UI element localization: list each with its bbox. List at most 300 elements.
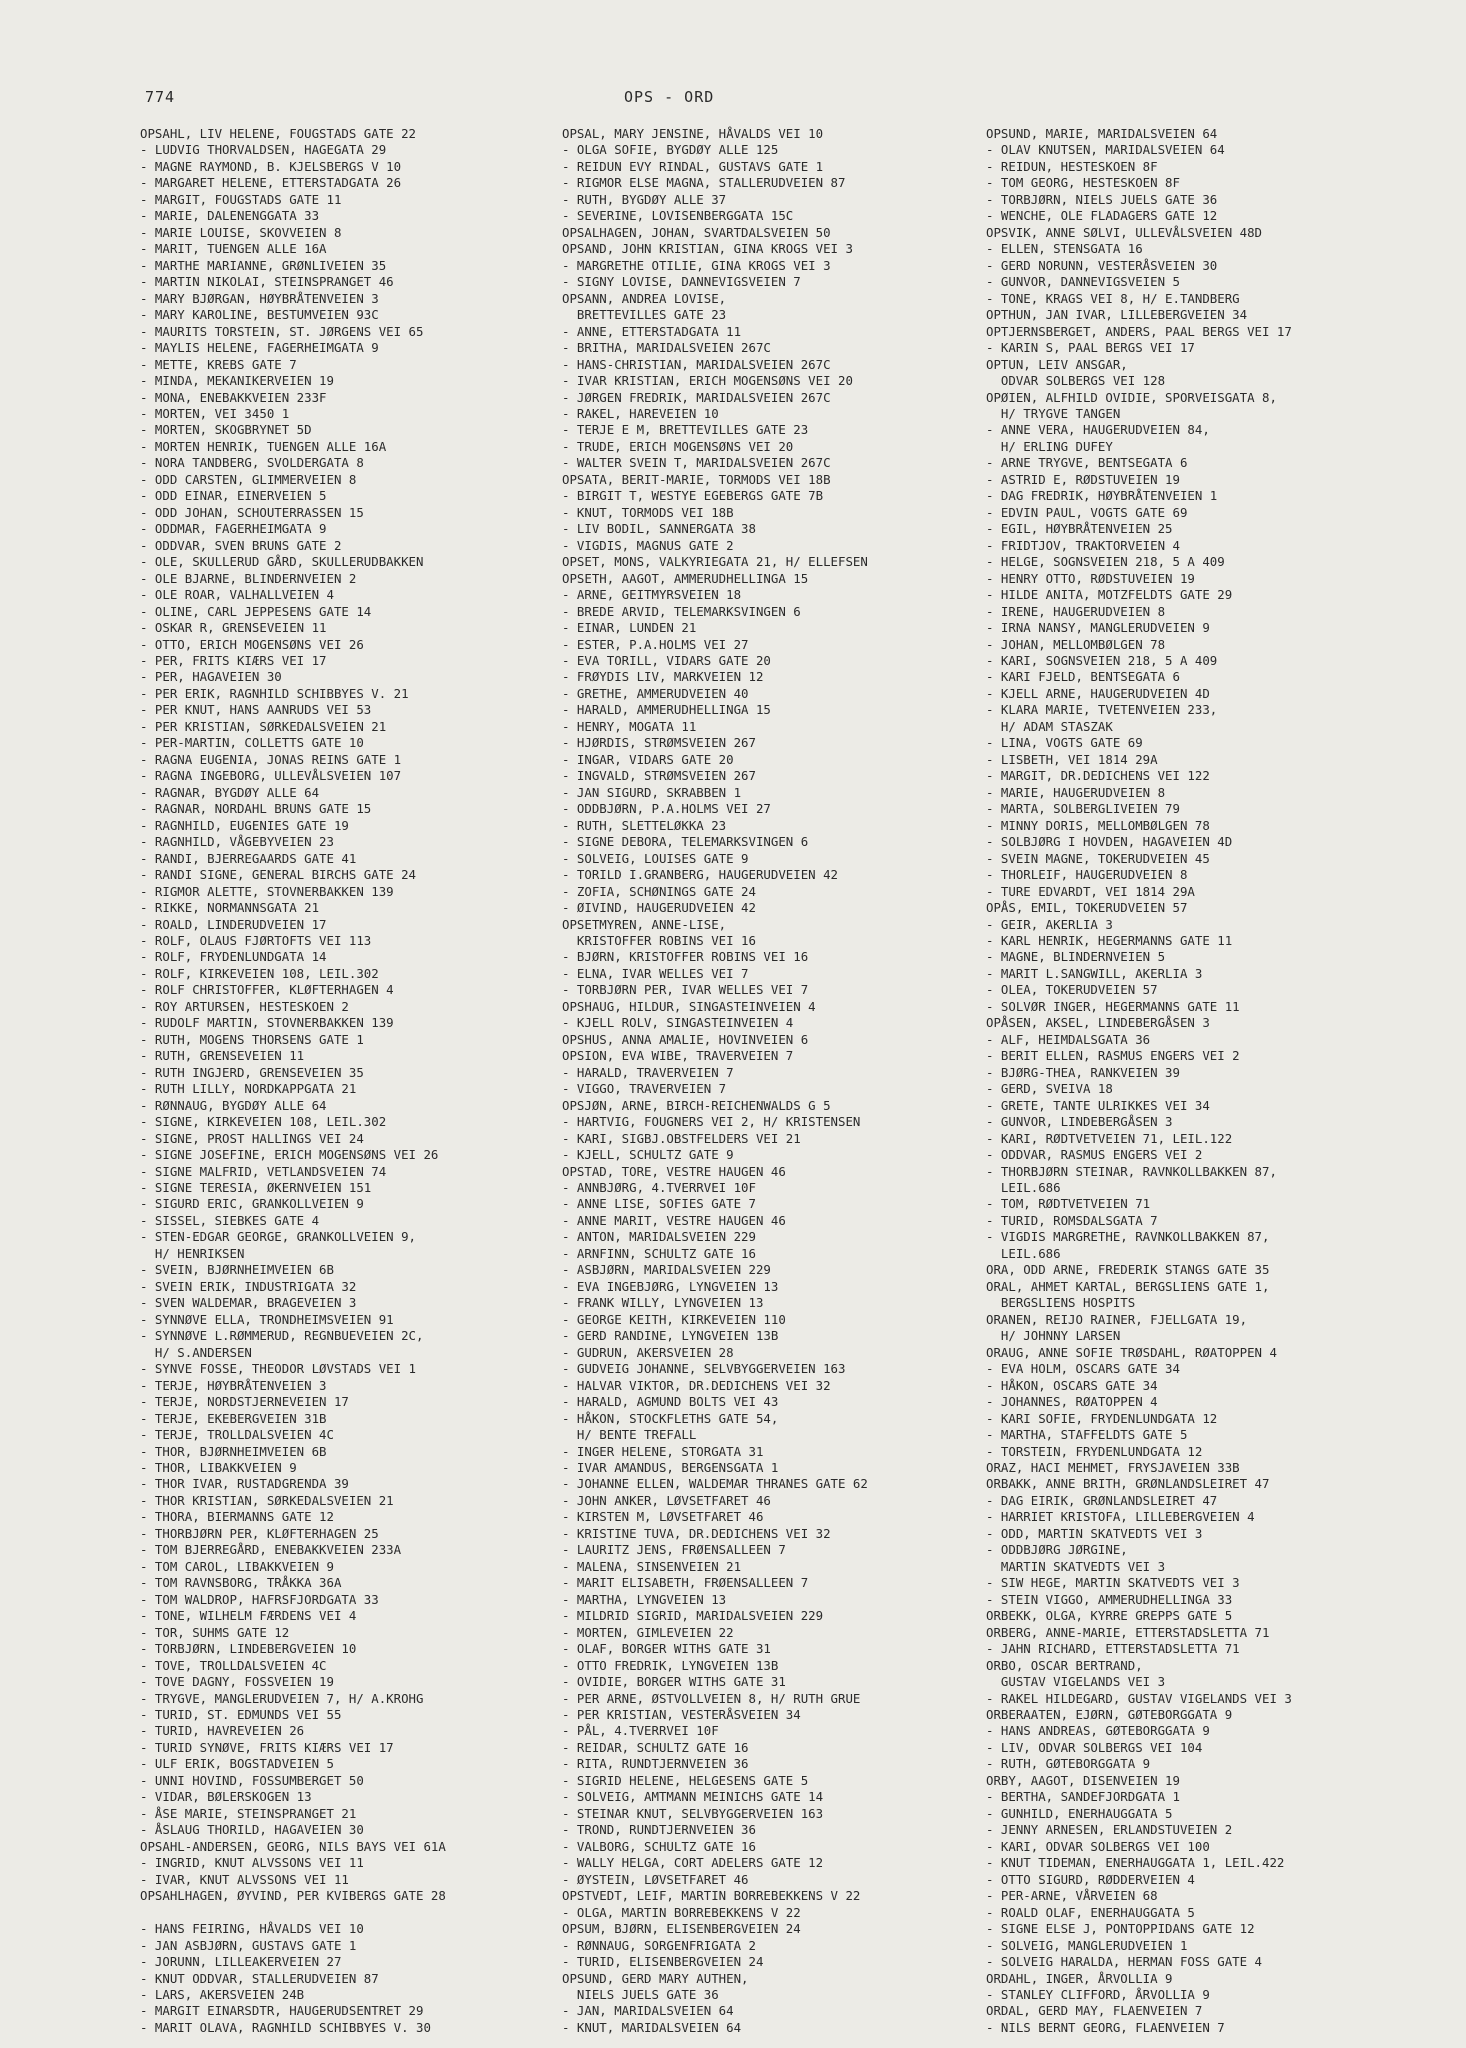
directory-entry: - TERJE, EKEBERGVEIEN 31B bbox=[140, 1410, 327, 1426]
directory-entry: ORDAL, GERD MAY, FLAENVEIEN 7 bbox=[986, 2003, 1203, 2019]
directory-entry: - OLE BJARNE, BLINDERNVEIEN 2 bbox=[140, 570, 357, 586]
directory-entry: - VIGDIS, MAGNUS GATE 2 bbox=[562, 537, 734, 553]
directory-entry: - ESTER, P.A.HOLMS VEI 27 bbox=[562, 636, 749, 652]
directory-entry: - ARNE, GEITMYRSVEIEN 18 bbox=[562, 587, 742, 603]
directory-entry: - PÅL, 4.TVERRVEI 10F bbox=[562, 1723, 719, 1739]
directory-entry: - MORTEN, SKOGBRYNET 5D bbox=[140, 422, 312, 438]
column-2 bbox=[562, 126, 982, 2036]
directory-entry: - HARALD, TRAVERVEIEN 7 bbox=[562, 1064, 734, 1080]
directory-entry: - ASTRID E, RØDSTUVEIEN 19 bbox=[986, 471, 1180, 487]
directory-entry: - MORTEN, GIMLEVEIEN 22 bbox=[562, 1624, 734, 1640]
directory-entry: - NILS BERNT GEORG, FLAENVEIEN 7 bbox=[986, 2019, 1225, 2035]
directory-entry: - TOM CAROL, LIBAKKVEIEN 9 bbox=[140, 1558, 334, 1574]
directory-entry: - HENRY, MOGATA 11 bbox=[562, 718, 697, 734]
directory-entry: - LIV BODIL, SANNERGATA 38 bbox=[562, 521, 756, 537]
directory-entry: - SIGNE JOSEFINE, ERICH MOGENSØNS VEI 26 bbox=[140, 1147, 439, 1163]
directory-entry: - BERTHA, SANDEFJORDGATA 1 bbox=[986, 1789, 1180, 1805]
directory-entry: ORBERAATEN, EJØRN, GØTEBORGGATA 9 bbox=[986, 1707, 1233, 1722]
directory-entry: - RIKKE, NORMANNSGATA 21 bbox=[140, 900, 320, 916]
directory-entry: - RAGNA EUGENIA, JONAS REINS GATE 1 bbox=[140, 751, 402, 767]
directory-entry: H/ ADAM STASZAK bbox=[986, 718, 1113, 734]
directory-entry: - LISBETH, VEI 1814 29A bbox=[986, 751, 1158, 767]
directory-entry: - OSKAR R, GRENSEVEIEN 11 bbox=[140, 620, 327, 636]
directory-entry: - HANS-CHRISTIAN, MARIDALSVEIEN 267C bbox=[562, 356, 831, 372]
directory-entry: - DAG EIRIK, GRØNLANDSLEIRET 47 bbox=[986, 1492, 1218, 1508]
directory-entry: - IRENE, HAUGERUDVEIEN 8 bbox=[986, 603, 1166, 619]
directory-entry: - THOR KRISTIAN, SØRKEDALSVEIEN 21 bbox=[140, 1492, 394, 1508]
directory-entry: - MAGNE, BLINDERNVEIEN 5 bbox=[986, 949, 1166, 965]
directory-entry: OPSET, MONS, VALKYRIEGATA 21, H/ ELLEFSEN bbox=[562, 554, 868, 570]
directory-entry: - IVAR KRISTIAN, ERICH MOGENSØNS VEI 20 bbox=[562, 373, 853, 389]
directory-entry: - ODD JOHAN, SCHOUTERRASSEN 15 bbox=[140, 504, 364, 520]
directory-entry: - MAURITS TORSTEIN, ST. JØRGENS VEI 65 bbox=[140, 323, 424, 339]
directory-entry: H/ ERLING DUFEY bbox=[986, 438, 1113, 454]
directory-entry: - ODDVAR, SVEN BRUNS GATE 2 bbox=[140, 537, 342, 553]
directory-entry: OPSHAUG, HILDUR, SINGASTEINVEIEN 4 bbox=[562, 998, 816, 1014]
directory-entry: - RIGMOR ALETTE, STOVNERBAKKEN 139 bbox=[140, 883, 394, 899]
directory-entry: - ANTON, MARIDALSVEIEN 229 bbox=[562, 1229, 756, 1245]
directory-entry: OPÅS, EMIL, TOKERUDVEIEN 57 bbox=[986, 900, 1188, 916]
directory-entry: - SIGURD ERIC, GRANKOLLVEIEN 9 bbox=[140, 1196, 364, 1212]
directory-entry: - ODDVAR, RASMUS ENGERS VEI 2 bbox=[986, 1147, 1203, 1163]
directory-entry: - GERD NORUNN, VESTERÅSVEIEN 30 bbox=[986, 257, 1218, 273]
directory-entry: - MARIT, TUENGEN ALLE 16A bbox=[140, 241, 327, 257]
directory-entry: - RAKEL, HAREVEIEN 10 bbox=[562, 405, 719, 421]
directory-entry: - PER-MARTIN, COLLETTS GATE 10 bbox=[140, 735, 364, 751]
directory-entry: - TOM BJERREGÅRD, ENEBAKKVEIEN 233A bbox=[140, 1542, 402, 1558]
directory-entry: - HENRY OTTO, RØDSTUVEIEN 19 bbox=[986, 570, 1195, 586]
directory-entry: - HARALD, AGMUND BOLTS VEI 43 bbox=[562, 1394, 779, 1410]
directory-entry: - MAYLIS HELENE, FAGERHEIMGATA 9 bbox=[140, 340, 379, 356]
directory-entry: - LINA, VOGTS GATE 69 bbox=[986, 735, 1143, 751]
directory-entry: - RUTH, GØTEBORGGATA 9 bbox=[986, 1756, 1151, 1772]
directory-entry: - SVEN WALDEMAR, BRAGEVEIEN 3 bbox=[140, 1295, 357, 1311]
directory-entry: OPTUN, LEIV ANSGAR, bbox=[986, 356, 1128, 372]
directory-entry: - GRETE, TANTE ULRIKKES VEI 34 bbox=[986, 1097, 1210, 1113]
directory-entry: - VIGDIS MARGRETHE, RAVNKOLLBAKKEN 87, bbox=[986, 1229, 1270, 1245]
directory-entry: - TOVE DAGNY, FOSSVEIEN 19 bbox=[140, 1674, 334, 1690]
directory-entry: - HILDE ANITA, MOTZFELDTS GATE 29 bbox=[986, 587, 1233, 603]
directory-entry: - MARIT ELISABETH, FRØENSALLEEN 7 bbox=[562, 1575, 809, 1591]
directory-entry: - KARI, ODVAR SOLBERGS VEI 100 bbox=[986, 1838, 1210, 1854]
directory-entry: - SOLVEIG HARALDA, HERMAN FOSS GATE 4 bbox=[986, 1954, 1263, 1970]
directory-entry: - ROALD OLAF, ENERHAUGGATA 5 bbox=[986, 1904, 1195, 1920]
directory-entry: - EINAR, LUNDEN 21 bbox=[562, 620, 697, 636]
directory-entry: - OLGA, MARTIN BORREBEKKENS V 22 bbox=[562, 1904, 801, 1920]
directory-entry: - SIGRID HELENE, HELGESENS GATE 5 bbox=[562, 1772, 809, 1788]
directory-entry: - ODD EINAR, EINERVEIEN 5 bbox=[140, 488, 327, 504]
directory-entry: ORBY, AAGOT, DISENVEIEN 19 bbox=[986, 1772, 1180, 1788]
directory-entry: - HARTVIG, FOUGNERS VEI 2, H/ KRISTENSEN bbox=[562, 1114, 861, 1130]
directory-entry: - VALBORG, SCHULTZ GATE 16 bbox=[562, 1838, 756, 1854]
directory-entry: - JOHN ANKER, LØVSETFARET 46 bbox=[562, 1492, 771, 1508]
directory-entry: - ÅSE MARIE, STEINSPRANGET 21 bbox=[140, 1805, 357, 1821]
directory-entry: - RITA, RUNDTJERNVEIEN 36 bbox=[562, 1756, 749, 1772]
directory-entry: - SIW HEGE, MARTIN SKATVEDTS VEI 3 bbox=[986, 1575, 1240, 1591]
directory-entry: - ROALD, LINDERUDVEIEN 17 bbox=[140, 916, 327, 932]
directory-entry: - SOLVEIG, LOUISES GATE 9 bbox=[562, 850, 749, 866]
directory-entry: OPSION, EVA WIBE, TRAVERVEIEN 7 bbox=[562, 1048, 794, 1064]
directory-entry: - KARI, SOGNSVEIEN 218, 5 A 409 bbox=[986, 653, 1218, 668]
directory-entry: - ASBJØRN, MARIDALSVEIEN 229 bbox=[562, 1262, 771, 1278]
directory-entry: - FRØYDIS LIV, MARKVEIEN 12 bbox=[562, 669, 764, 685]
directory-entry: - BREDE ARVID, TELEMARKSVINGEN 6 bbox=[562, 603, 801, 619]
directory-entry: - MARY BJØRGAN, HØYBRÅTENVEIEN 3 bbox=[140, 290, 379, 306]
directory-entry: - VIGGO, TRAVERVEIEN 7 bbox=[562, 1081, 727, 1097]
page-number: 774 bbox=[145, 88, 176, 106]
directory-entry: - KNUT, MARIDALSVEIEN 64 bbox=[562, 2019, 742, 2035]
directory-entry: - ANNE MARIT, VESTRE HAUGEN 46 bbox=[562, 1212, 786, 1228]
directory-entry: - JENNY ARNESEN, ERLANDSTUVEIEN 2 bbox=[986, 1822, 1233, 1838]
directory-entry: - ODD CARSTEN, GLIMMERVEIEN 8 bbox=[140, 471, 357, 487]
directory-entry: OPSAHL-ANDERSEN, GEORG, NILS BAYS VEI 61A bbox=[140, 1838, 446, 1854]
directory-entry: - TERJE, TROLLDALSVEIEN 4C bbox=[140, 1427, 334, 1443]
directory-entry: - ANNBJØRG, 4.TVERRVEI 10F bbox=[562, 1180, 756, 1195]
directory-entry: OPSAHLHAGEN, ØYVIND, PER KVIBERGS GATE 28 bbox=[140, 1888, 446, 1904]
directory-entry: - HÅKON, STOCKFLETHS GATE 54, bbox=[562, 1410, 779, 1426]
directory-entry: - MARGIT EINARSDTR, HAUGERUDSENTRET 29 bbox=[140, 2003, 424, 2019]
directory-entry: - OVIDIE, BORGER WITHS GATE 31 bbox=[562, 1674, 786, 1690]
directory-entry: - ELNA, IVAR WELLES VEI 7 bbox=[562, 965, 749, 981]
directory-entry: - PER, FRITS KIÆRS VEI 17 bbox=[140, 653, 327, 668]
directory-entry: - SOLBJØRG I HOVDEN, HAGAVEIEN 4D bbox=[986, 834, 1233, 850]
directory-entry: LEIL.686 bbox=[986, 1180, 1061, 1195]
directory-entry: - VIDAR, BØLERSKOGEN 13 bbox=[140, 1789, 312, 1805]
directory-entry: - BERIT ELLEN, RASMUS ENGERS VEI 2 bbox=[986, 1048, 1240, 1064]
directory-entry: - ANNE VERA, HAUGERUDVEIEN 84, bbox=[986, 422, 1210, 438]
directory-entry: - THORBJØRN STEINAR, RAVNKOLLBAKKEN 87, bbox=[986, 1163, 1277, 1179]
directory-entry: - THOR, LIBAKKVEIEN 9 bbox=[140, 1459, 297, 1475]
directory-entry: - RAGNAR, NORDAHL BRUNS GATE 15 bbox=[140, 801, 372, 817]
directory-entry: - ODD, MARTIN SKATVEDTS VEI 3 bbox=[986, 1525, 1203, 1541]
directory-entry: OPSANN, ANDREA LOVISE, bbox=[562, 290, 727, 306]
directory-entry: - KJELL, SCHULTZ GATE 9 bbox=[562, 1147, 734, 1163]
directory-entry: OPSHUS, ANNA AMALIE, HOVINVEIEN 6 bbox=[562, 1031, 809, 1047]
directory-entry: - SVEIN, BJØRNHEIMVEIEN 6B bbox=[140, 1262, 334, 1278]
directory-entry: - RAKEL HILDEGARD, GUSTAV VIGELANDS VEI 3 bbox=[986, 1690, 1292, 1706]
directory-entry: - RUTH, SLETTELØKKA 23 bbox=[562, 817, 727, 833]
directory-entry: - MARGRETHE OTILIE, GINA KROGS VEI 3 bbox=[562, 257, 831, 273]
directory-entry: - OLGA SOFIE, BYGDØY ALLE 125 bbox=[562, 142, 779, 158]
directory-entry: OPSJØN, ARNE, BIRCH-REICHENWALDS G 5 bbox=[562, 1097, 831, 1113]
directory-entry: - GUNVOR, DANNEVIGSVEIEN 5 bbox=[986, 274, 1180, 290]
directory-entry: - ØYSTEIN, LØVSETFARET 46 bbox=[562, 1871, 749, 1887]
directory-entry: - KARIN S, PAAL BERGS VEI 17 bbox=[986, 340, 1195, 356]
directory-entry: - THOR IVAR, RUSTADGRENDA 39 bbox=[140, 1476, 349, 1492]
directory-entry: ORAL, AHMET KARTAL, BERGSLIENS GATE 1, bbox=[986, 1278, 1270, 1294]
directory-entry: - INGAR, VIDARS GATE 20 bbox=[562, 751, 734, 767]
page-range-heading: OPS - ORD bbox=[624, 88, 715, 106]
directory-entry: - MARGIT, DR.DEDICHENS VEI 122 bbox=[986, 768, 1210, 784]
directory-entry: - RAGNHILD, EUGENIES GATE 19 bbox=[140, 817, 349, 833]
directory-entry: - MARTIN NIKOLAI, STEINSPRANGET 46 bbox=[140, 274, 394, 290]
directory-entry: - MARIE, HAUGERUDVEIEN 8 bbox=[986, 784, 1166, 800]
directory-entry: BERGSLIENS HOSPITS bbox=[986, 1295, 1136, 1311]
directory-entry: - JØRGEN FREDRIK, MARIDALSVEIEN 267C bbox=[562, 389, 831, 405]
directory-entry: - PER KNUT, HANS AANRUDS VEI 53 bbox=[140, 702, 372, 718]
directory-entry: - ØIVIND, HAUGERUDVEIEN 42 bbox=[562, 900, 756, 916]
directory-entry: - EVA TORILL, VIDARS GATE 20 bbox=[562, 653, 771, 668]
directory-entry: - MARGARET HELENE, ETTERSTADGATA 26 bbox=[140, 175, 402, 191]
directory-entry: - RUTH INGJERD, GRENSEVEIEN 35 bbox=[140, 1064, 364, 1080]
directory-entry: - TONE, WILHELM FÆRDENS VEI 4 bbox=[140, 1608, 357, 1624]
directory-entry: - MARGIT, FOUGSTADS GATE 11 bbox=[140, 191, 342, 207]
directory-entry: - TORSTEIN, FRYDENLUNDGATA 12 bbox=[986, 1443, 1203, 1459]
directory-entry: - HELGE, SOGNSVEIEN 218, 5 A 409 bbox=[986, 554, 1225, 570]
directory-entry: - REIDUN, HESTESKOEN 8F bbox=[986, 158, 1158, 174]
directory-entry: - TORILD I.GRANBERG, HAUGERUDVEIEN 42 bbox=[562, 867, 839, 883]
directory-entry: - TORBJØRN, LINDEBERGVEIEN 10 bbox=[140, 1641, 357, 1657]
directory-entry: - NORA TANDBERG, SVOLDERGATA 8 bbox=[140, 455, 364, 471]
directory-entry: - RØNNAUG, SORGENFRIGATA 2 bbox=[562, 1937, 756, 1953]
directory-entry: - STEN-EDGAR GEORGE, GRANKOLLVEIEN 9, bbox=[140, 1229, 417, 1245]
directory-entry: - INGER HELENE, STORGATA 31 bbox=[562, 1443, 764, 1459]
directory-entry: - KRISTINE TUVA, DR.DEDICHENS VEI 32 bbox=[562, 1525, 831, 1541]
directory-entry: - TOM WALDROP, HAFRSFJORDGATA 33 bbox=[140, 1591, 379, 1607]
directory-entry: - MARY KAROLINE, BESTUMVEIEN 93C bbox=[140, 307, 379, 323]
directory-entry: H/ JOHNNY LARSEN bbox=[986, 1328, 1121, 1344]
directory-entry: OPSAHL, LIV HELENE, FOUGSTADS GATE 22 bbox=[140, 126, 417, 141]
directory-entry: - PER-ARNE, VÅRVEIEN 68 bbox=[986, 1888, 1158, 1904]
directory-entry: OPSVIK, ANNE SØLVI, ULLEVÅLSVEIEN 48D bbox=[986, 224, 1263, 240]
directory-entry: - MILDRID SIGRID, MARIDALSVEIEN 229 bbox=[562, 1608, 824, 1624]
directory-entry: - GUNVOR, LINDEBERGÅSEN 3 bbox=[986, 1114, 1173, 1130]
directory-entry: - RANDI SIGNE, GENERAL BIRCHS GATE 24 bbox=[140, 867, 417, 883]
directory-entry: - SVEIN ERIK, INDUSTRIGATA 32 bbox=[140, 1278, 357, 1294]
directory-entry: - JOHANNES, RØATOPPEN 4 bbox=[986, 1394, 1158, 1410]
directory-entry: NIELS JUELS GATE 36 bbox=[562, 1986, 719, 2002]
directory-entry: - HANS ANDREAS, GØTEBORGGATA 9 bbox=[986, 1723, 1210, 1739]
directory-entry: - KJELL ROLV, SINGASTEINVEIEN 4 bbox=[562, 1015, 794, 1031]
directory-entry bbox=[140, 1905, 560, 1921]
directory-entry: LEIL.686 bbox=[986, 1245, 1061, 1261]
directory-entry: - STANLEY CLIFFORD, ÅRVOLLIA 9 bbox=[986, 1986, 1210, 2002]
directory-entry: - RUDOLF MARTIN, STOVNERBAKKEN 139 bbox=[140, 1015, 394, 1031]
directory-entry: - JAN, MARIDALSVEIEN 64 bbox=[562, 2003, 734, 2019]
directory-entry: - JORUNN, LILLEAKERVEIEN 27 bbox=[140, 1954, 342, 1970]
directory-entry: ODVAR SOLBERGS VEI 128 bbox=[986, 373, 1166, 389]
directory-entry: - MONA, ENEBAKKVEIEN 233F bbox=[140, 389, 327, 405]
directory-entry: - SEVERINE, LOVISENBERGGATA 15C bbox=[562, 208, 794, 224]
directory-entry: OPSALHAGEN, JOHAN, SVARTDALSVEIEN 50 bbox=[562, 224, 831, 240]
directory-entry: - SIGNE MALFRID, VETLANDSVEIEN 74 bbox=[140, 1163, 387, 1179]
directory-entry: - IVAR, KNUT ALVSSONS VEI 11 bbox=[140, 1871, 349, 1887]
directory-entry: - LIV, ODVAR SOLBERGS VEI 104 bbox=[986, 1739, 1203, 1755]
directory-entry: - INGVALD, STRØMSVEIEN 267 bbox=[562, 768, 756, 784]
directory-entry: - WALLY HELGA, CORT ADELERS GATE 12 bbox=[562, 1855, 824, 1871]
directory-entry: - TROND, RUNDTJERNVEIEN 36 bbox=[562, 1822, 756, 1838]
directory-entry: - TERJE, HØYBRÅTENVEIEN 3 bbox=[140, 1377, 327, 1393]
directory-entry: - EGIL, HØYBRÅTENVEIEN 25 bbox=[986, 521, 1173, 537]
directory-entry: - GEORGE KEITH, KIRKEVEIEN 110 bbox=[562, 1311, 786, 1327]
directory-entry: - UNNI HOVIND, FOSSUMBERGET 50 bbox=[140, 1772, 364, 1788]
directory-entry: - KJELL ARNE, HAUGERUDVEIEN 4D bbox=[986, 685, 1210, 701]
directory-entry: - ARNE TRYGVE, BENTSEGATA 6 bbox=[986, 455, 1188, 471]
directory-entry: - OTTO, ERICH MOGENSØNS VEI 26 bbox=[140, 636, 364, 652]
directory-entry: - JOHAN, MELLOMBØLGEN 78 bbox=[986, 636, 1166, 652]
directory-entry: - TURID, ELISENBERGVEIEN 24 bbox=[562, 1954, 764, 1970]
directory-entry: - ROLF, FRYDENLUNDGATA 14 bbox=[140, 949, 327, 965]
directory-entry: OPTJERNSBERGET, ANDERS, PAAL BERGS VEI 17 bbox=[986, 323, 1292, 339]
directory-entry: - RUTH LILLY, NORDKAPPGATA 21 bbox=[140, 1081, 357, 1097]
directory-entry: KRISTOFFER ROBINS VEI 16 bbox=[562, 932, 756, 948]
directory-entry: H/ TRYGVE TANGEN bbox=[986, 405, 1121, 421]
directory-entry: - ÅSLAUG THORILD, HAGAVEIEN 30 bbox=[140, 1822, 364, 1838]
directory-entry: - TORBJØRN, NIELS JUELS GATE 36 bbox=[986, 191, 1218, 207]
directory-entry: - KARI SOFIE, FRYDENLUNDGATA 12 bbox=[986, 1410, 1218, 1426]
directory-entry: - EVA INGEBJØRG, LYNGVEIEN 13 bbox=[562, 1278, 779, 1294]
directory-entry: - THORA, BIERMANNS GATE 12 bbox=[140, 1509, 334, 1525]
directory-entry: - TERJE, NORDSTJERNEVEIEN 17 bbox=[140, 1394, 349, 1410]
directory-entry: - STEINAR KNUT, SELVBYGGERVEIEN 163 bbox=[562, 1805, 824, 1821]
directory-entry: - THOR, BJØRNHEIMVEIEN 6B bbox=[140, 1443, 327, 1459]
directory-entry: - ALF, HEIMDALSGATA 36 bbox=[986, 1031, 1151, 1047]
directory-entry: - MARTHE MARIANNE, GRØNLIVEIEN 35 bbox=[140, 257, 387, 273]
directory-entry: - ROLF, OLAUS FJØRTOFTS VEI 113 bbox=[140, 932, 372, 948]
directory-entry: ORBO, OSCAR BERTRAND, bbox=[986, 1657, 1143, 1673]
directory-entry: - SOLVØR INGER, HEGERMANNS GATE 11 bbox=[986, 998, 1240, 1014]
directory-entry: - LAURITZ JENS, FRØENSALLEEN 7 bbox=[562, 1542, 786, 1558]
directory-entry: - MORTEN HENRIK, TUENGEN ALLE 16A bbox=[140, 438, 387, 454]
directory-entry: - PER KRISTIAN, SØRKEDALSVEIEN 21 bbox=[140, 718, 387, 734]
directory-entry: OPSATA, BERIT-MARIE, TORMODS VEI 18B bbox=[562, 471, 831, 487]
directory-entry: MARTIN SKATVEDTS VEI 3 bbox=[986, 1558, 1166, 1574]
directory-entry: - SIGNE ELSE J, PONTOPPIDANS GATE 12 bbox=[986, 1921, 1255, 1937]
directory-entry: - GEIR, AKERLIA 3 bbox=[986, 916, 1113, 932]
directory-entry: - IRNA NANSY, MANGLERUDVEIEN 9 bbox=[986, 620, 1210, 636]
directory-entry: - LUDVIG THORVALDSEN, HAGEGATA 29 bbox=[140, 142, 387, 158]
directory-entry: - MARTHA, LYNGVEIEN 13 bbox=[562, 1591, 727, 1607]
directory-entry: - ROLF CHRISTOFFER, KLØFTERHAGEN 4 bbox=[140, 982, 394, 998]
directory-entry: - SISSEL, SIEBKES GATE 4 bbox=[140, 1212, 320, 1228]
directory-entry: - MARIT OLAVA, RAGNHILD SCHIBBYES V. 30 bbox=[140, 2019, 431, 2035]
directory-entry: OPSUND, GERD MARY AUTHEN, bbox=[562, 1970, 749, 1986]
directory-entry: - OLAF, BORGER WITHS GATE 31 bbox=[562, 1641, 771, 1657]
directory-entry: OPSTVEDT, LEIF, MARTIN BORREBEKKENS V 22 bbox=[562, 1888, 861, 1904]
directory-entry: - FRIDTJOV, TRAKTORVEIEN 4 bbox=[986, 537, 1180, 553]
directory-entry: - SIGNE DEBORA, TELEMARKSVINGEN 6 bbox=[562, 834, 809, 850]
directory-entry: - KARI, RØDTVETVEIEN 71, LEIL.122 bbox=[986, 1130, 1233, 1146]
directory-entry: - GERD RANDINE, LYNGVEIEN 13B bbox=[562, 1328, 779, 1344]
directory-entry: - MARTA, SOLBERGLIVEIEN 79 bbox=[986, 801, 1180, 817]
directory-entry: OPSUM, BJØRN, ELISENBERGVEIEN 24 bbox=[562, 1921, 801, 1937]
directory-entry: - HÅKON, OSCARS GATE 34 bbox=[986, 1377, 1158, 1393]
directory-entry: - ELLEN, STENSGATA 16 bbox=[986, 241, 1143, 257]
directory-entry: - TOR, SUHMS GATE 12 bbox=[140, 1624, 290, 1640]
directory-entry: - RANDI, BJERREGAARDS GATE 41 bbox=[140, 850, 357, 866]
column-1 bbox=[140, 126, 560, 2036]
directory-entry: - BJØRN, KRISTOFFER ROBINS VEI 16 bbox=[562, 949, 809, 965]
directory-entry: - JAHN RICHARD, ETTERSTADSLETTA 71 bbox=[986, 1641, 1240, 1657]
directory-entry: - ANNE, ETTERSTADGATA 11 bbox=[562, 323, 742, 339]
directory-entry: - GUDVEIG JOHANNE, SELVBYGGERVEIEN 163 bbox=[562, 1361, 846, 1377]
directory-entry: ORAZ, HACI MEHMET, FRYSJAVEIEN 33B bbox=[986, 1459, 1240, 1475]
directory-entry: - HARALD, AMMERUDHELLINGA 15 bbox=[562, 702, 771, 718]
directory-entry: - JAN SIGURD, SKRABBEN 1 bbox=[562, 784, 742, 800]
directory-entry: - TURID, ROMSDALSGATA 7 bbox=[986, 1212, 1158, 1228]
directory-entry: - TOVE, TROLLDALSVEIEN 4C bbox=[140, 1657, 327, 1673]
directory-entry: - PER ARNE, ØSTVOLLVEIEN 8, H/ RUTH GRUE bbox=[562, 1690, 861, 1706]
directory-entry: - RAGNAR, BYGDØY ALLE 64 bbox=[140, 784, 320, 800]
directory-entry: - ODDMAR, FAGERHEIMGATA 9 bbox=[140, 521, 327, 537]
directory-entry: - BJØRG-THEA, RANKVEIEN 39 bbox=[986, 1064, 1180, 1080]
directory-entry: - MINNY DORIS, MELLOMBØLGEN 78 bbox=[986, 817, 1210, 833]
directory-entry: - KNUT TIDEMAN, ENERHAUGGATA 1, LEIL.422 bbox=[986, 1855, 1285, 1871]
directory-entry: OPTHUN, JAN IVAR, LILLEBERGVEIEN 34 bbox=[986, 307, 1248, 323]
directory-entry: - TOM GEORG, HESTESKOEN 8F bbox=[986, 175, 1180, 191]
directory-entry: - SOLVEIG, AMTMANN MEINICHS GATE 14 bbox=[562, 1789, 824, 1805]
directory-entry: - SOLVEIG, MANGLERUDVEIEN 1 bbox=[986, 1937, 1188, 1953]
directory-entry: ORBERG, ANNE-MARIE, ETTERSTADSLETTA 71 bbox=[986, 1624, 1270, 1640]
directory-entry: - MINDA, MEKANIKERVEIEN 19 bbox=[140, 373, 334, 389]
directory-entry: - MORTEN, VEI 3450 1 bbox=[140, 405, 290, 421]
directory-entry: - RUTH, GRENSEVEIEN 11 bbox=[140, 1048, 305, 1064]
directory-entry: - SIGNE, PROST HALLINGS VEI 24 bbox=[140, 1130, 364, 1146]
directory-entry: OPSUND, MARIE, MARIDALSVEIEN 64 bbox=[986, 126, 1218, 141]
directory-entry: - SIGNE TERESIA, ØKERNVEIEN 151 bbox=[140, 1180, 372, 1195]
directory-entry: - WALTER SVEIN T, MARIDALSVEIEN 267C bbox=[562, 455, 831, 471]
directory-entry: - KARI, SIGBJ.OBSTFELDERS VEI 21 bbox=[562, 1130, 801, 1146]
directory-entry: OPSETH, AAGOT, AMMERUDHELLINGA 15 bbox=[562, 570, 809, 586]
directory-entry: - SYNNØVE L.RØMMERUD, REGNBUEVEIEN 2C, bbox=[140, 1328, 424, 1344]
directory-entry: - SVEIN MAGNE, TOKERUDVEIEN 45 bbox=[986, 850, 1210, 866]
directory-entry: - HANS FEIRING, HÅVALDS VEI 10 bbox=[140, 1921, 364, 1937]
directory-entry: - TRUDE, ERICH MOGENSØNS VEI 20 bbox=[562, 438, 794, 454]
directory-entry: - TURID, HAVREVEIEN 26 bbox=[140, 1723, 305, 1739]
directory-entry: - BIRGIT T, WESTYE EGEBERGS GATE 7B bbox=[562, 488, 824, 504]
directory-entry: - KLARA MARIE, TVETENVEIEN 233, bbox=[986, 702, 1218, 718]
directory-entry: - KIRSTEN M, LØVSETFARET 46 bbox=[562, 1509, 764, 1525]
directory-entry: H/ BENTE TREFALL bbox=[562, 1427, 697, 1443]
directory-entry: - OTTO FREDRIK, LYNGVEIEN 13B bbox=[562, 1657, 779, 1673]
directory-entry: OPSAND, JOHN KRISTIAN, GINA KROGS VEI 3 bbox=[562, 241, 853, 257]
directory-entry: - REIDAR, SCHULTZ GATE 16 bbox=[562, 1739, 749, 1755]
directory-entry: GUSTAV VIGELANDS VEI 3 bbox=[986, 1674, 1166, 1690]
directory-entry: - TOM, RØDTVETVEIEN 71 bbox=[986, 1196, 1151, 1212]
directory-entry: - MAGNE RAYMOND, B. KJELSBERGS V 10 bbox=[140, 158, 402, 174]
directory-entry: - JAN ASBJØRN, GUSTAVS GATE 1 bbox=[140, 1937, 357, 1953]
directory-entry: - EVA HOLM, OSCARS GATE 34 bbox=[986, 1361, 1180, 1377]
directory-entry: - ROLF, KIRKEVEIEN 108, LEIL.302 bbox=[140, 965, 379, 981]
directory-entry: - OLINE, CARL JEPPESENS GATE 14 bbox=[140, 603, 372, 619]
directory-entry: - PER, HAGAVEIEN 30 bbox=[140, 669, 282, 685]
directory-entry: - KNUT, TORMODS VEI 18B bbox=[562, 504, 734, 520]
directory-entry: - OLE, SKULLERUD GÅRD, SKULLERUDBAKKEN bbox=[140, 554, 424, 570]
directory-entry: - HJØRDIS, STRØMSVEIEN 267 bbox=[562, 735, 756, 751]
directory-entry: - MARIE, DALENENGGATA 33 bbox=[140, 208, 320, 224]
directory-entry: OPØIEN, ALFHILD OVIDIE, SPORVEISGATA 8, bbox=[986, 389, 1277, 405]
directory-entry: ORANEN, REIJO RAINER, FJELLGATA 19, bbox=[986, 1311, 1248, 1327]
directory-entry: - EDVIN PAUL, VOGTS GATE 69 bbox=[986, 504, 1188, 520]
directory-entry: - HALVAR VIKTOR, DR.DEDICHENS VEI 32 bbox=[562, 1377, 831, 1393]
directory-entry: OPSAL, MARY JENSINE, HÅVALDS VEI 10 bbox=[562, 126, 824, 141]
directory-entry: - INGRID, KNUT ALVSSONS VEI 11 bbox=[140, 1855, 364, 1871]
directory-entry: - TOM RAVNSBORG, TRÅKKA 36A bbox=[140, 1575, 342, 1591]
directory-entry: - TORBJØRN PER, IVAR WELLES VEI 7 bbox=[562, 982, 809, 998]
directory-entry: - RAGNA INGEBORG, ULLEVÅLSVEIEN 107 bbox=[140, 768, 402, 784]
directory-entry: - THORLEIF, HAUGERUDVEIEN 8 bbox=[986, 867, 1188, 883]
directory-entry: - RUTH, MOGENS THORSENS GATE 1 bbox=[140, 1031, 364, 1047]
directory-entry: - GERD, SVEIVA 18 bbox=[986, 1081, 1113, 1097]
directory-entry: - SYNNØVE ELLA, TRONDHEIMSVEIEN 91 bbox=[140, 1311, 394, 1327]
directory-entry: - SIGNY LOVISE, DANNEVIGSVEIEN 7 bbox=[562, 274, 801, 290]
directory-entry: - ULF ERIK, BOGSTADVEIEN 5 bbox=[140, 1756, 334, 1772]
directory-entry: - BRITHA, MARIDALSVEIEN 267C bbox=[562, 340, 771, 356]
directory-entry: - RIGMOR ELSE MAGNA, STALLERUDVEIEN 87 bbox=[562, 175, 846, 191]
directory-entry: - TURID, ST. EDMUNDS VEI 55 bbox=[140, 1707, 342, 1722]
directory-entry: H/ HENRIKSEN bbox=[140, 1245, 245, 1261]
directory-entry: - TURE EDVARDT, VEI 1814 29A bbox=[986, 883, 1195, 899]
